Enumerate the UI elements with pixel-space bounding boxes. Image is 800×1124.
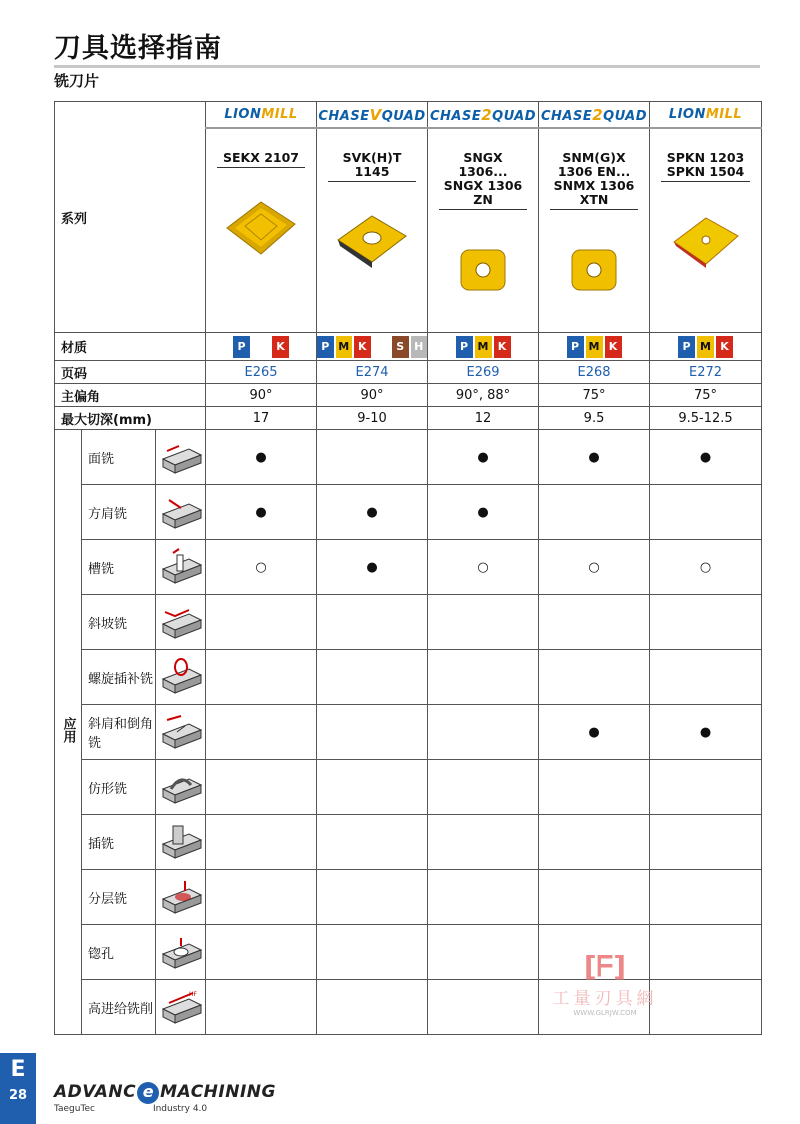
pocket-milling-icon <box>156 870 206 925</box>
empty-cell <box>206 760 317 815</box>
empty-cell <box>539 650 650 705</box>
empty-cell <box>317 650 428 705</box>
page-number: 28 <box>8 1088 28 1103</box>
max-depth-value: 9-10 <box>317 407 428 430</box>
series-cell <box>317 128 428 333</box>
empty-cell <box>317 870 428 925</box>
empty-cell <box>650 595 762 650</box>
insert-image-icon <box>539 240 649 304</box>
page-code-label: 页码 <box>55 361 206 384</box>
possible-mark: ○ <box>650 540 762 595</box>
application-name: 高进给铣削 <box>82 980 156 1035</box>
chamfer-milling-icon <box>156 705 206 760</box>
page-code-link[interactable]: E274 <box>317 361 428 384</box>
recommended-mark: ● <box>428 430 539 485</box>
grade-cell <box>650 333 762 361</box>
section-letter: E <box>10 1057 26 1082</box>
watermark <box>540 950 670 1017</box>
application-name: 插铣 <box>82 815 156 870</box>
empty-cell <box>428 815 539 870</box>
grade-cell <box>428 333 539 361</box>
empty-cell <box>428 705 539 760</box>
insert-model-line: SNGX 1306 ZN <box>443 178 523 207</box>
application-row <box>55 815 762 870</box>
grade-badge-s: S <box>392 336 409 358</box>
application-name: 斜肩和倒角铣 <box>82 705 156 760</box>
title-divider <box>54 65 760 68</box>
empty-cell <box>428 980 539 1035</box>
grade-badge-k: K <box>494 336 511 358</box>
grade-badge-p: P <box>567 336 584 358</box>
application-row <box>55 705 762 760</box>
series-cell <box>650 128 762 333</box>
lead-angle-value: 75° <box>539 384 650 407</box>
possible-mark: ○ <box>206 540 317 595</box>
profile-milling-icon <box>156 760 206 815</box>
recommended-mark: ● <box>317 540 428 595</box>
recommended-mark: ● <box>539 705 650 760</box>
insert-model-line: SEKX 2107 <box>223 150 300 165</box>
empty-cell <box>317 980 428 1035</box>
grade-cell <box>539 333 650 361</box>
high-feed-icon <box>156 980 206 1035</box>
empty-cell <box>650 485 762 540</box>
svg-text:HF: HF <box>188 991 197 998</box>
empty-cell <box>650 650 762 705</box>
insert-model-line: SVK(H)T 1145 <box>342 150 402 179</box>
brand-logo-chase-2quad: CHASE2QUAD <box>428 102 539 129</box>
empty-cell <box>206 705 317 760</box>
recommended-mark: ● <box>539 430 650 485</box>
grade-badge-h: H <box>411 336 428 358</box>
grade-badge-m: M <box>697 336 714 358</box>
application-name: 锪孔 <box>82 925 156 980</box>
recommended-mark: ● <box>650 430 762 485</box>
grade-badge-k: K <box>354 336 371 358</box>
application-name: 方肩铣 <box>82 485 156 540</box>
empty-cell <box>206 650 317 705</box>
application-row <box>55 540 762 595</box>
page-code-link[interactable]: E268 <box>539 361 650 384</box>
series-label: 系列 <box>55 102 206 333</box>
application-label-text: 应用 <box>60 717 76 743</box>
watermark-url: WWW.GLRJW.COM <box>573 1009 637 1017</box>
page-subtitle: 铣刀片 <box>54 72 100 90</box>
grade-badge-p: P <box>233 336 250 358</box>
max-depth-value: 9.5-12.5 <box>650 407 762 430</box>
series-cell <box>428 128 539 333</box>
application-name: 螺旋插补铣 <box>82 650 156 705</box>
max-depth-label: 最大切深(mm) <box>55 407 206 430</box>
empty-cell <box>650 870 762 925</box>
slot-milling-icon <box>156 540 206 595</box>
max-depth-value: 17 <box>206 407 317 430</box>
empty-cell <box>206 980 317 1035</box>
insert-model-line: SPKN 1504 <box>666 164 745 179</box>
empty-cell <box>428 870 539 925</box>
insert-model-line: SPKN 1203 <box>666 150 745 165</box>
empty-cell <box>206 595 317 650</box>
brand-logo-chase-2quad: CHASE2QUAD <box>539 102 650 129</box>
insert-image-icon <box>650 212 761 276</box>
recommended-mark: ● <box>206 485 317 540</box>
insert-model-line: SNGX 1306... <box>458 150 508 179</box>
grade-cell <box>206 333 317 361</box>
application-row <box>55 870 762 925</box>
empty-cell <box>317 595 428 650</box>
material-label: 材质 <box>55 333 206 361</box>
empty-cell <box>317 705 428 760</box>
lead-angle-value: 90°, 88° <box>428 384 539 407</box>
brand-logo-lionmill: LIONMILL <box>650 102 762 129</box>
watermark-text: 工量刃具網 <box>552 989 658 1009</box>
empty-cell <box>539 485 650 540</box>
possible-mark: ○ <box>428 540 539 595</box>
application-row <box>55 650 762 705</box>
page-title: 刀具选择指南 <box>54 33 222 64</box>
empty-cell <box>206 925 317 980</box>
application-name: 斜坡铣 <box>82 595 156 650</box>
insert-image-icon <box>317 212 427 276</box>
application-name: 槽铣 <box>82 540 156 595</box>
section-tab <box>0 1053 36 1124</box>
application-name: 分层铣 <box>82 870 156 925</box>
brand-logo-chase-vquad: CHASEVQUAD <box>317 102 428 129</box>
grade-badge-m: M <box>475 336 492 358</box>
grade-badge-p: P <box>456 336 473 358</box>
grade-badge-p: P <box>317 336 334 358</box>
application-row <box>55 485 762 540</box>
grade-badge-p: P <box>678 336 695 358</box>
empty-cell <box>317 430 428 485</box>
empty-cell <box>317 760 428 815</box>
empty-cell <box>428 760 539 815</box>
series-cell <box>539 128 650 333</box>
grade-badge-k: K <box>605 336 622 358</box>
application-row <box>55 760 762 815</box>
empty-cell <box>206 870 317 925</box>
empty-cell <box>539 870 650 925</box>
tool-selection-table <box>54 101 762 1035</box>
application-name: 仿形铣 <box>82 760 156 815</box>
possible-mark: ○ <box>539 540 650 595</box>
empty-cell <box>539 760 650 815</box>
brand-logo-lionmill: LIONMILL <box>206 102 317 129</box>
shoulder-milling-icon <box>156 485 206 540</box>
helical-interpolation-icon <box>156 650 206 705</box>
empty-cell <box>206 815 317 870</box>
grade-badge-m: M <box>336 336 353 358</box>
ramping-icon <box>156 595 206 650</box>
page-code-link[interactable]: E265 <box>206 361 317 384</box>
application-row <box>55 595 762 650</box>
lead-angle-value: 75° <box>650 384 762 407</box>
face-milling-icon <box>156 430 206 485</box>
grade-cell <box>317 333 428 361</box>
application-row <box>55 430 762 485</box>
counterbore-icon <box>156 925 206 980</box>
application-label <box>55 430 82 1035</box>
grade-badge-k: K <box>716 336 733 358</box>
empty-cell <box>428 925 539 980</box>
insert-model-line: SNMX 1306 XTN <box>553 178 635 207</box>
grade-badge-m: M <box>586 336 603 358</box>
lead-angle-label: 主偏角 <box>55 384 206 407</box>
recommended-mark: ● <box>206 430 317 485</box>
plunge-milling-icon <box>156 815 206 870</box>
lead-angle-value: 90° <box>206 384 317 407</box>
empty-cell <box>428 650 539 705</box>
page-code-link[interactable]: E269 <box>428 361 539 384</box>
lead-angle-value: 90° <box>317 384 428 407</box>
insert-image-icon <box>206 198 316 262</box>
recommended-mark: ● <box>650 705 762 760</box>
empty-cell <box>317 925 428 980</box>
empty-cell <box>428 595 539 650</box>
grade-badge-k: K <box>272 336 289 358</box>
insert-model <box>661 151 750 182</box>
watermark-logo-icon: [ᖴ] <box>583 950 627 983</box>
application-name: 面铣 <box>82 430 156 485</box>
empty-cell <box>539 595 650 650</box>
empty-cell <box>650 760 762 815</box>
recommended-mark: ● <box>428 485 539 540</box>
empty-cell <box>650 815 762 870</box>
page-code-link[interactable]: E272 <box>650 361 762 384</box>
empty-cell <box>317 815 428 870</box>
series-cell <box>206 128 317 333</box>
insert-model <box>550 151 638 210</box>
recommended-mark: ● <box>317 485 428 540</box>
insert-image-icon <box>428 240 538 304</box>
insert-model <box>217 151 305 168</box>
advance-machining-logo: ADVANC e MACHINING TaeguTec Industry 4.0 <box>54 1082 276 1114</box>
max-depth-value: 12 <box>428 407 539 430</box>
insert-model-line: SNM(G)X 1306 EN... <box>557 150 631 179</box>
insert-model <box>328 151 416 182</box>
empty-cell <box>539 815 650 870</box>
max-depth-value: 9.5 <box>539 407 650 430</box>
insert-model <box>439 151 527 210</box>
